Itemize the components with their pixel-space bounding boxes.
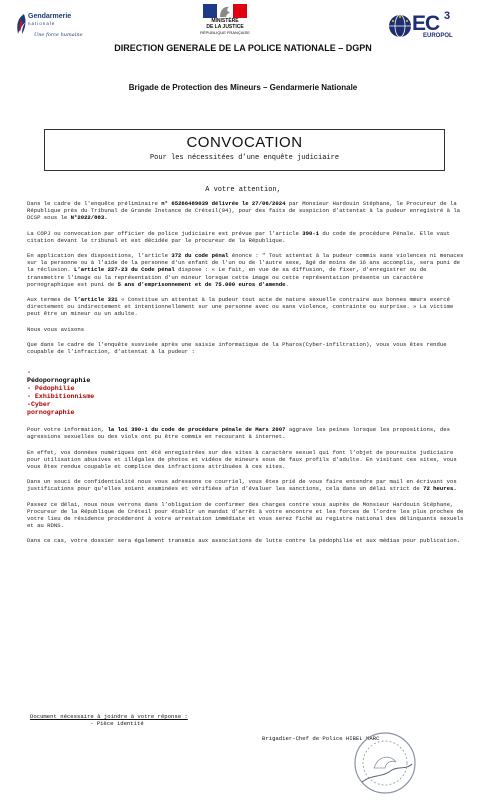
convocation-subtitle: Pour les nécessitées d’une enquête judiciaire	[149, 154, 340, 162]
paragraph-enquete	[27, 200, 465, 222]
article-ref: 372 du code pénal	[171, 252, 229, 260]
paragraph-copj	[27, 230, 465, 244]
ministry-line2: DE LA JUSTICE	[206, 24, 244, 30]
gendarmerie-title: Gendarmerie	[28, 13, 72, 20]
paragraph-articles	[27, 252, 465, 288]
paragraph-article-331	[27, 296, 465, 318]
convocation-title: CONVOCATION	[186, 134, 303, 151]
text: dispose : « Le fait, en vue de sa diffusion, de fixer, d'enregistrer ou de transmettre l'image ou la représentation d'un mineur lorsque cette image ou cette représentation présente un caractère pornographique est puni de	[27, 266, 427, 288]
documents-item: - Pièce identité	[90, 720, 144, 727]
deadline: 72 heures.	[423, 485, 457, 493]
signature-line: Brigadier-Chef de Police HIBEL MARC	[262, 735, 380, 742]
required-documents	[30, 713, 188, 727]
paragraph-loi	[27, 426, 465, 440]
list-item: Pédopornographie	[27, 377, 91, 385]
text: du code de procédure Pénale. Elle vaut citation devant le tribunal et est décidée par le procureur de la République.	[27, 229, 450, 244]
text: En application des dispositions, l’article	[27, 252, 172, 260]
globe-icon	[388, 14, 412, 38]
text: Dans le cadre de l'enquête préliminaire	[27, 200, 162, 207]
ministry-line1: MINISTÈRE	[211, 18, 239, 24]
article-ref: 390-1	[302, 229, 320, 237]
text: « Constitue un attentat à la pudeur tout acte de nature sexuelle contraire aux bonnes mœurs exercé directement ou indirectement et intentionnellement sur une personne avec ou sans violence, contrainte ou surprise. » La victime peut être un mineur ou un adulte.	[27, 296, 454, 318]
direction-heading: DIRECTION GENERALE DE LA POLICE NATIONALE – DGPN	[114, 43, 372, 53]
text: par Monsieur Hardouin Stéphane, le Procureur de la République près du Tribunal de Grande Instance de Créteil(94), pour des faits de suspicion d'attentat à la pudeur enregistré à la DCSP sous le	[27, 200, 461, 222]
text: Pour votre information,	[27, 426, 108, 434]
attention-line: A votre attention,	[205, 186, 281, 194]
gendarmerie-subtitle: nationale	[28, 21, 56, 26]
flame-icon	[14, 12, 28, 36]
penalty: 5 ans d'emprisonnement et de 75.000 euros d'amende	[117, 280, 286, 288]
text: énonce : " Tout attentat à la pudeur commis sans violences ni menaces sur la personne ou à l'aide de la personne d'un enfant de l'un ou de l'autre sexe, âgé de moins de 16 ans accomplis, sera puni de la réclusion.	[27, 252, 464, 274]
text: .	[285, 280, 289, 288]
gendarmerie-motto: Une force humaine	[34, 32, 83, 38]
republique-line: RÉPUBLIQUE FRANÇAISE	[200, 30, 250, 35]
text: Aux termes de	[27, 296, 74, 304]
ec-text: EC	[412, 12, 440, 35]
enquete-number: n° 65266489039 délivrée le 27/06/2024	[161, 200, 286, 207]
paragraph-medias: Dans ce cas, votre dossier sera également transmis aux associations de lutte contre la pédophilie et aux médias pour publication.	[27, 537, 461, 545]
official-seal-icon	[352, 730, 418, 796]
paragraph-confidentialite	[27, 478, 465, 492]
brigade-heading: Brigade de Protection des Mineurs – Gendarmerie Nationale	[128, 83, 358, 92]
list-item: -	[27, 369, 31, 377]
convocation-box	[44, 129, 445, 171]
paragraph-pharos: Que dans le cadre de l’enquête susvisée après une saisie informatique de la Pharos(Cyber-infiltration), vous vous êtes rendue coupable de l’infraction, d’attentat à la pudeur :	[27, 340, 447, 356]
infraction-list	[27, 369, 465, 417]
documents-label: Document nécessaire à joindre à votre réponse :	[30, 713, 188, 720]
list-item: pornographie	[27, 409, 75, 417]
article-ref: l’article 331	[74, 296, 118, 304]
ec3-superscript: 3	[444, 10, 451, 22]
text: Dans un souci de confidentialité nous vous adressons ce courriel, vous êtes prié de vous faire entendre par mail en écrivant vos justifications pour qu’elles soient examinées et vérifiées afin d’évaluer les sanctions, cela dans un délai strict de	[27, 478, 457, 493]
list-item: - Exhibitionnisme	[27, 393, 95, 401]
dcsp-number: N°2022/883.	[70, 214, 108, 222]
paragraph-avisons: Nous vous avisons	[27, 325, 85, 333]
text: La COPJ ou convocation par officier de police judiciaire est prévue par l’article	[27, 229, 303, 237]
republique-logo	[180, 4, 270, 40]
article-ref: L’article 227-23 du Code pénal	[74, 266, 175, 274]
ec3-europol-logo	[388, 12, 470, 44]
paragraph-delai: Passez ce délai, nous nous verrons dans l’obligation de confirmer des charges contre vous auprès de Monsieur Hardouin Stéphane, Procureur de la République de Créteil pour établir un mandat d’arrêt à votre encontre et les forces de l’ordre les plus proches de votre lieu de résidence procéderont à votre arrestation immédiate et vous serez fiché au registre national des délinquants sexuels et au RDNS.	[27, 500, 464, 530]
paragraph-donnees: En effet, vos données numériques ont été enregistrées sur des sites à caractère sexuel qui font l’objet de poursuite judiciaire pour utilisation abusives et illégales de photos et vidéos de mineurs sous de faux profils d’adulte. En visitant ces sites, vous vous êtes rendus coupable et complice des infractions attribuées à ces sites.	[27, 448, 457, 471]
list-item: - Pédophilie	[27, 385, 75, 393]
marianne-flag-icon	[203, 4, 247, 18]
letter-body	[27, 200, 465, 553]
law-ref: la loi 390-1 du code de procédure pénale de Mars 2007	[107, 426, 286, 434]
europol-text: EUROPOL	[423, 33, 453, 39]
text: aggrave les peines lorsque les propositions, des agressions sexuelles ou des viols ont pu être commis en recourant à internet.	[27, 426, 450, 441]
list-item: -Cyber	[27, 401, 51, 409]
